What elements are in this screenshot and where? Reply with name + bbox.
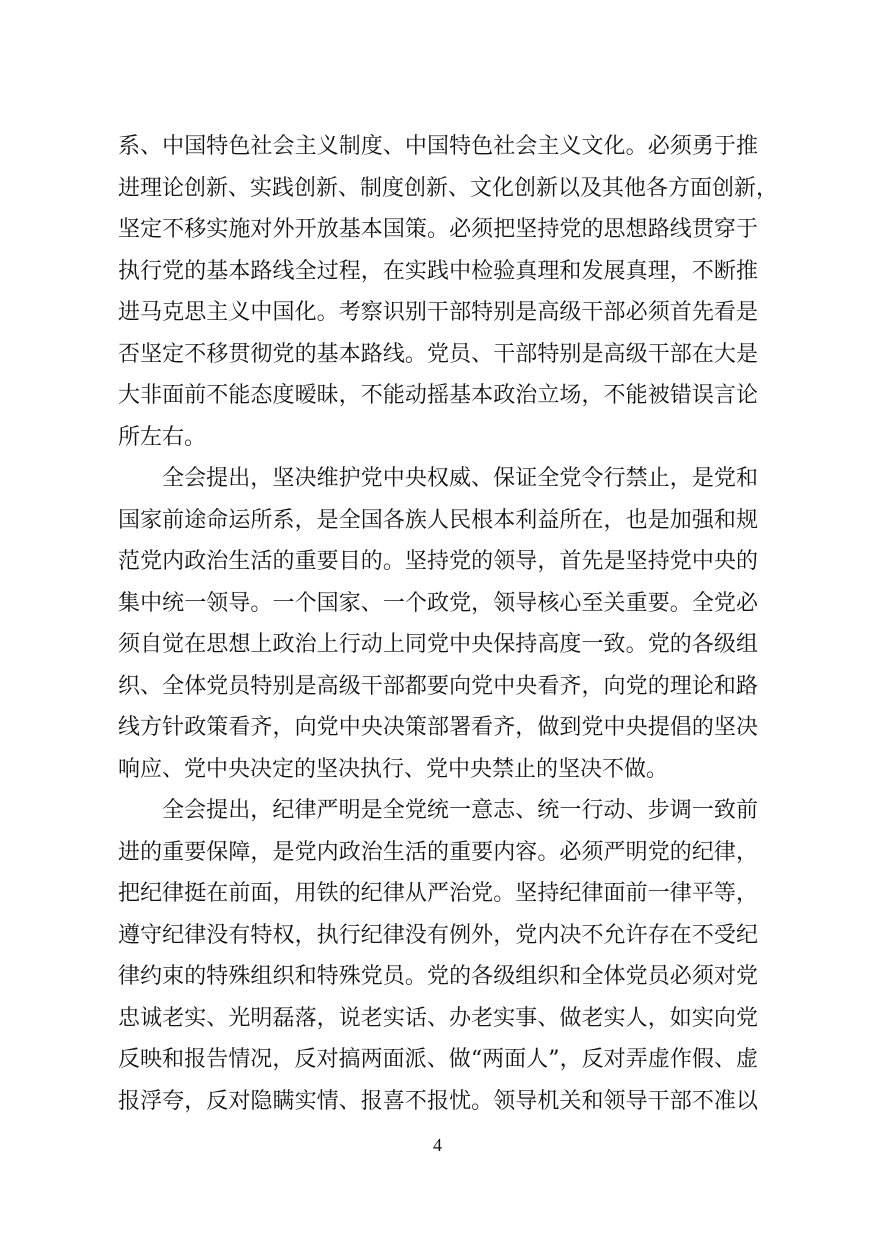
text-line: 进的重要保障，是党内政治生活的重要内容。必须严明党的纪律， (118, 839, 758, 865)
text-line: 反映和报告情况，反对搞两面派、做“两面人”，反对弄虚作假、虚 (118, 1047, 758, 1072)
text-line: 织、全体党员特别是高级干部都要向党中央看齐，向党的理论和路 (118, 673, 758, 699)
text-line: 进马克思主义中国化。考察识别干部特别是高级干部必须首先看是 (118, 300, 758, 325)
text-line: 忠诚老实、光明磊落，说老实话、办老实事、做老实人，如实向党 (118, 1005, 758, 1031)
text-line: 全会提出，纪律严明是全党统一意志、统一行动、步调一致前 (162, 798, 758, 823)
text-line: 坚定不移实施对外开放基本国策。必须把坚持党的思想路线贯穿于 (118, 217, 758, 242)
text-line: 否坚定不移贯彻党的基本路线。党员、干部特别是高级干部在大是 (118, 341, 758, 367)
text-line: 全会提出，坚决维护党中央权威、保证全党令行禁止，是党和 (162, 466, 758, 491)
text-line: 律约束的特殊组织和特殊党员。党的各级组织和全体党员必须对党 (118, 964, 758, 989)
text-line: 报浮夸，反对隐瞒实情、报喜不报忧。领导机关和领导干部不准以 (118, 1088, 758, 1114)
text-line: 国家前途命运所系，是全国各族人民根本利益所在，也是加强和规 (118, 507, 758, 533)
text-line: 须自觉在思想上政治上行动上同党中央保持高度一致。党的各级组 (118, 632, 758, 657)
body-text (118, 126, 779, 1122)
text-line: 响应、党中央决定的坚决执行、党中央禁止的坚决不做。 (118, 756, 669, 782)
text-line: 系、中国特色社会主义制度、中国特色社会主义文化。必须勇于推 (118, 134, 758, 159)
text-line: 线方针政策看齐，向党中央决策部署看齐，做到党中央提倡的坚决 (118, 715, 758, 740)
text-line: 范党内政治生活的重要目的。坚持党的领导，首先是坚持党中央的 (118, 549, 758, 574)
text-line: 遵守纪律没有特权，执行纪律没有例外，党内决不允许存在不受纪 (118, 922, 758, 948)
text-line: 所左右。 (118, 424, 207, 450)
text-line: 大非面前不能态度暧昧，不能动摇基本政治立场，不能被错误言论 (118, 383, 758, 408)
text-line: 把纪律挺在前面，用铁的纪律从严治党。坚持纪律面前一律平等， (118, 881, 758, 906)
text-line: 进理论创新、实践创新、制度创新、文化创新以及其他各方面创新， (118, 175, 779, 201)
page-number: 4 (433, 1135, 442, 1155)
text-line: 执行党的基本路线全过程，在实践中检验真理和发展真理，不断推 (118, 258, 758, 284)
text-line: 集中统一领导。一个国家、一个政党，领导核心至关重要。全党必 (118, 590, 758, 616)
